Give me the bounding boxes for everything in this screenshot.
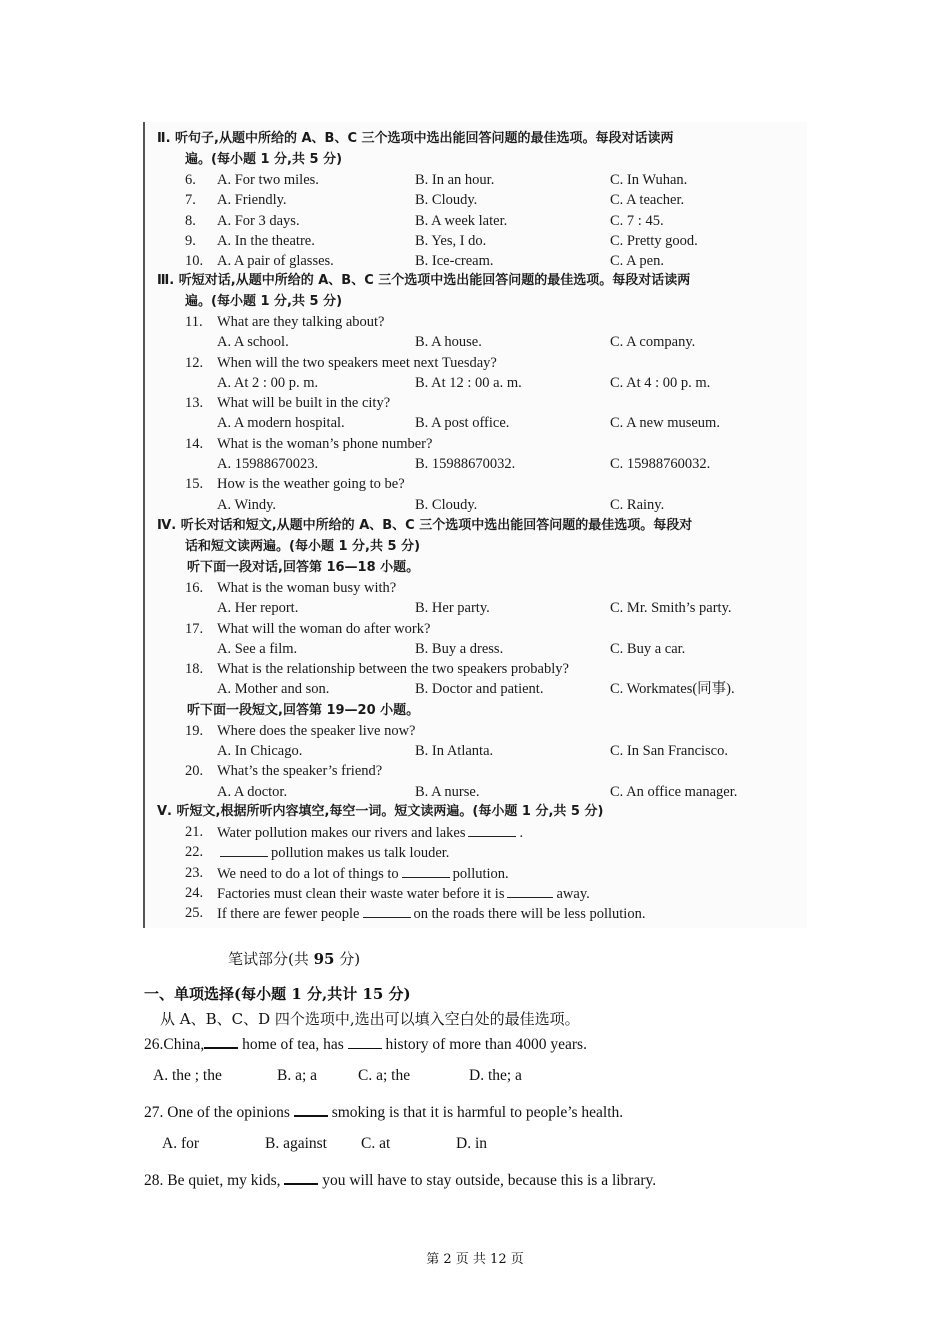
section-2-header-line1: Ⅱ. 听句子,从题中所给的 A、B、C 三个选项中选出能回答问题的最佳选项。每段对话读两 — [157, 131, 674, 146]
question-row — [145, 170, 807, 190]
question-row — [145, 619, 807, 639]
option-b: B. A house. — [415, 334, 482, 351]
question-text: What is the relationship between the two speakers probably? — [217, 661, 569, 678]
option-a: A. for — [162, 1135, 200, 1152]
section-4-header-line1: Ⅳ. 听长对话和短文,从题中所给的 A、B、C 三个选项中选出能回答问题的最佳选项。每段对 — [157, 518, 693, 533]
page-footer: 第 2 页 共 12 页 — [426, 1252, 524, 1267]
option-c: C. Pretty good. — [610, 232, 698, 249]
answer-blank — [507, 883, 553, 898]
question-number: 11. — [185, 314, 203, 330]
text-after-blank: . — [519, 825, 524, 841]
answer-blank — [284, 1169, 318, 1185]
option-c: C. An office manager. — [610, 783, 738, 800]
options-row — [145, 741, 807, 761]
section-4 — [145, 515, 807, 802]
option-b: B. Cloudy. — [415, 192, 478, 209]
question-number: 12. — [185, 354, 204, 371]
question-row — [145, 251, 807, 271]
fill-blank-row — [145, 863, 807, 883]
section-one-instruction: 从 A、B、C、D 四个选项中,选出可以填入空白处的最佳选项。 — [160, 1010, 580, 1028]
option-b: B. Doctor and patient. — [415, 681, 544, 698]
question-row — [145, 761, 807, 781]
options-row — [145, 679, 807, 699]
text-after-blank: pollution makes us talk louder. — [271, 845, 450, 862]
option-a: A. Windy. — [217, 496, 277, 513]
fill-blank-row — [145, 822, 807, 842]
fill-blank-text — [217, 842, 449, 863]
question-number: 17. — [185, 620, 204, 637]
question-number: 15. — [185, 476, 204, 493]
option-a: A. the ; the — [153, 1067, 222, 1084]
question-row — [145, 211, 807, 231]
section-4-header-line2: 话和短文读两遍。(每小题 1 分,共 5 分) — [185, 539, 421, 554]
question-row — [145, 434, 807, 454]
option-c: C. A teacher. — [610, 192, 685, 209]
question-number: 13. — [185, 395, 204, 412]
question-text: What is the woman’s phone number? — [217, 435, 433, 452]
option-a: A. For 3 days. — [217, 212, 300, 229]
text-before-blank: Factories must clean their waste water before it is — [217, 885, 505, 902]
option-b: B. A week later. — [415, 212, 508, 229]
question-number: 21. — [185, 824, 204, 840]
option-c: C. Workmates(同事). — [610, 681, 735, 698]
answer-blank — [348, 1034, 382, 1049]
option-c: C. Mr. Smith’s party. — [610, 600, 732, 617]
fill-blank-text — [217, 903, 645, 924]
option-b: B. In Atlanta. — [415, 743, 494, 760]
option-a: A. 15988670023. — [217, 456, 319, 473]
option-a: A. At 2 : 00 p. m. — [217, 374, 319, 391]
options-row — [145, 454, 807, 474]
section-4-intro-passage: 听下面一段短文,回答第 19—20 小题。 — [187, 702, 420, 718]
question-28: 28. Be quiet, my kids, you will have to stay outside, because this is a library. — [144, 1169, 656, 1190]
fill-blank-text — [217, 883, 590, 904]
section-3-header-line1: Ⅲ. 听短对话,从题中所给的 A、B、C 三个选项中选出能回答问题的最佳选项。每段对话读两 — [157, 273, 691, 288]
question-number: 6. — [185, 172, 196, 188]
question-text: How is the weather going to be? — [217, 476, 405, 493]
option-c: C. A pen. — [610, 253, 664, 270]
option-a: A. Mother and son. — [217, 681, 330, 698]
question-row — [145, 190, 807, 210]
question-number: 7. — [185, 192, 196, 209]
option-a: A. A pair of glasses. — [217, 253, 334, 270]
option-a: A. A modern hospital. — [217, 415, 345, 432]
option-a: A. In the theatre. — [217, 232, 315, 249]
option-c: C. 7 : 45. — [610, 212, 664, 229]
option-b: B. Cloudy. — [415, 496, 478, 513]
option-b: B. Buy a dress. — [415, 640, 504, 657]
question-row — [145, 312, 807, 332]
text-after-blank: pollution. — [452, 865, 509, 882]
option-c: C. 15988760032. — [610, 456, 711, 473]
section-one-title: 一、单项选择(每小题 1 分,共计 15 分) — [144, 985, 411, 1003]
question-row — [145, 659, 807, 679]
option-a: A. Her report. — [217, 600, 299, 617]
text-after-blank: on the roads there will be less pollution. — [413, 906, 646, 923]
answer-blank — [220, 842, 268, 857]
answer-blank — [402, 863, 450, 878]
option-c: C. Buy a car. — [610, 640, 686, 657]
options-row — [145, 332, 807, 352]
fill-blank-text — [217, 863, 509, 884]
text-before-blank: If there are fewer people — [217, 906, 360, 923]
fill-blank-row — [145, 883, 807, 903]
answer-blank — [468, 822, 516, 837]
option-c: C. Rainy. — [610, 496, 665, 513]
options-row — [145, 639, 807, 659]
question-text: What are they talking about? — [217, 314, 385, 330]
option-c: C. a; the — [358, 1067, 411, 1084]
option-b: B. against — [265, 1135, 327, 1152]
section-2-header-line2: 遍。(每小题 1 分,共 5 分) — [185, 152, 343, 167]
question-number: 14. — [185, 435, 204, 452]
fill-blank-row — [145, 842, 807, 862]
option-d: D. the; a — [469, 1067, 522, 1084]
option-b: B. 15988670032. — [415, 456, 516, 473]
question-number: 20. — [185, 763, 204, 780]
question-row — [145, 578, 807, 598]
option-c: C. at — [361, 1135, 391, 1152]
option-c: C. At 4 : 00 p. m. — [610, 374, 711, 391]
question-row — [145, 474, 807, 494]
question-number: 16. — [185, 580, 204, 596]
section-3 — [145, 270, 807, 515]
answer-blank — [363, 903, 411, 918]
written-part-title: 笔试部分(共 95 分) — [228, 950, 361, 968]
question-text: What will the woman do after work? — [217, 620, 431, 637]
option-c: C. A company. — [610, 334, 696, 351]
fill-blank-text — [217, 822, 523, 843]
question-text: When will the two speakers meet next Tuesday? — [217, 354, 497, 371]
option-b: B. Ice-cream. — [415, 253, 494, 270]
options-row — [145, 413, 807, 433]
question-number: 23. — [185, 864, 204, 881]
text-before-blank: We need to do a lot of things to — [217, 865, 399, 882]
option-a: A. See a film. — [217, 640, 298, 657]
question-number: 19. — [185, 722, 204, 739]
section-4-intro-dialogue: 听下面一段对话,回答第 16—18 小题。 — [187, 560, 420, 575]
options-row — [145, 373, 807, 393]
option-b: B. At 12 : 00 a. m. — [415, 374, 522, 391]
option-a: A. A school. — [217, 334, 289, 351]
option-a: A. For two miles. — [217, 172, 319, 188]
question-row — [145, 353, 807, 373]
option-c: C. A new museum. — [610, 415, 720, 432]
option-b: B. a; a — [277, 1067, 318, 1084]
options-row — [145, 782, 807, 802]
question-row — [145, 721, 807, 741]
question-26: 26.China, home of tea, has history of more than 4000 years. — [144, 1033, 587, 1054]
section-3-header — [145, 270, 807, 312]
question-text: What’s the speaker’s friend? — [217, 763, 383, 780]
question-text: What is the woman busy with? — [217, 580, 397, 596]
option-a: A. Friendly. — [217, 192, 287, 209]
question-number: 9. — [185, 232, 196, 249]
answer-blank — [204, 1033, 238, 1049]
option-b: B. A nurse. — [415, 783, 480, 800]
question-row — [145, 393, 807, 413]
option-d: D. in — [456, 1135, 487, 1152]
section-2-header — [145, 128, 807, 170]
option-a: A. A doctor. — [217, 783, 288, 800]
option-c: C. In Wuhan. — [610, 172, 688, 188]
question-number: 22. — [185, 844, 204, 861]
section-3-header-line2: 遍。(每小题 1 分,共 5 分) — [185, 294, 343, 309]
question-number: 10. — [185, 253, 204, 270]
question-27: 27. One of the opinions smoking is that it is harmful to people’s health. — [144, 1101, 623, 1122]
question-number: 18. — [185, 661, 204, 678]
options-row — [145, 598, 807, 618]
option-a: A. In Chicago. — [217, 743, 303, 760]
section-5 — [145, 801, 807, 923]
section-5-header: Ⅴ. 听短文,根据所听内容填空,每空一词。短文读两遍。(每小题 1 分,共 5 分) — [157, 804, 604, 819]
option-b: B. In an hour. — [415, 172, 495, 188]
question-number: 24. — [185, 884, 204, 901]
option-b: B. Her party. — [415, 600, 490, 617]
option-b: B. A post office. — [415, 415, 510, 432]
options-row — [145, 495, 807, 515]
answer-blank — [294, 1101, 328, 1117]
question-row — [145, 231, 807, 251]
question-number: 25. — [185, 905, 204, 922]
scanned-listening-section — [143, 122, 807, 928]
section-2 — [145, 128, 807, 271]
text-before-blank: Water pollution makes our rivers and lakes — [217, 825, 466, 841]
option-b: B. Yes, I do. — [415, 232, 487, 249]
section-4-header — [145, 515, 807, 557]
question-number: 8. — [185, 212, 196, 229]
option-c: C. In San Francisco. — [610, 743, 728, 760]
question-text: What will be built in the city? — [217, 395, 391, 412]
question-text: Where does the speaker live now? — [217, 722, 416, 739]
text-after-blank: away. — [556, 885, 590, 902]
fill-blank-row — [145, 903, 807, 923]
